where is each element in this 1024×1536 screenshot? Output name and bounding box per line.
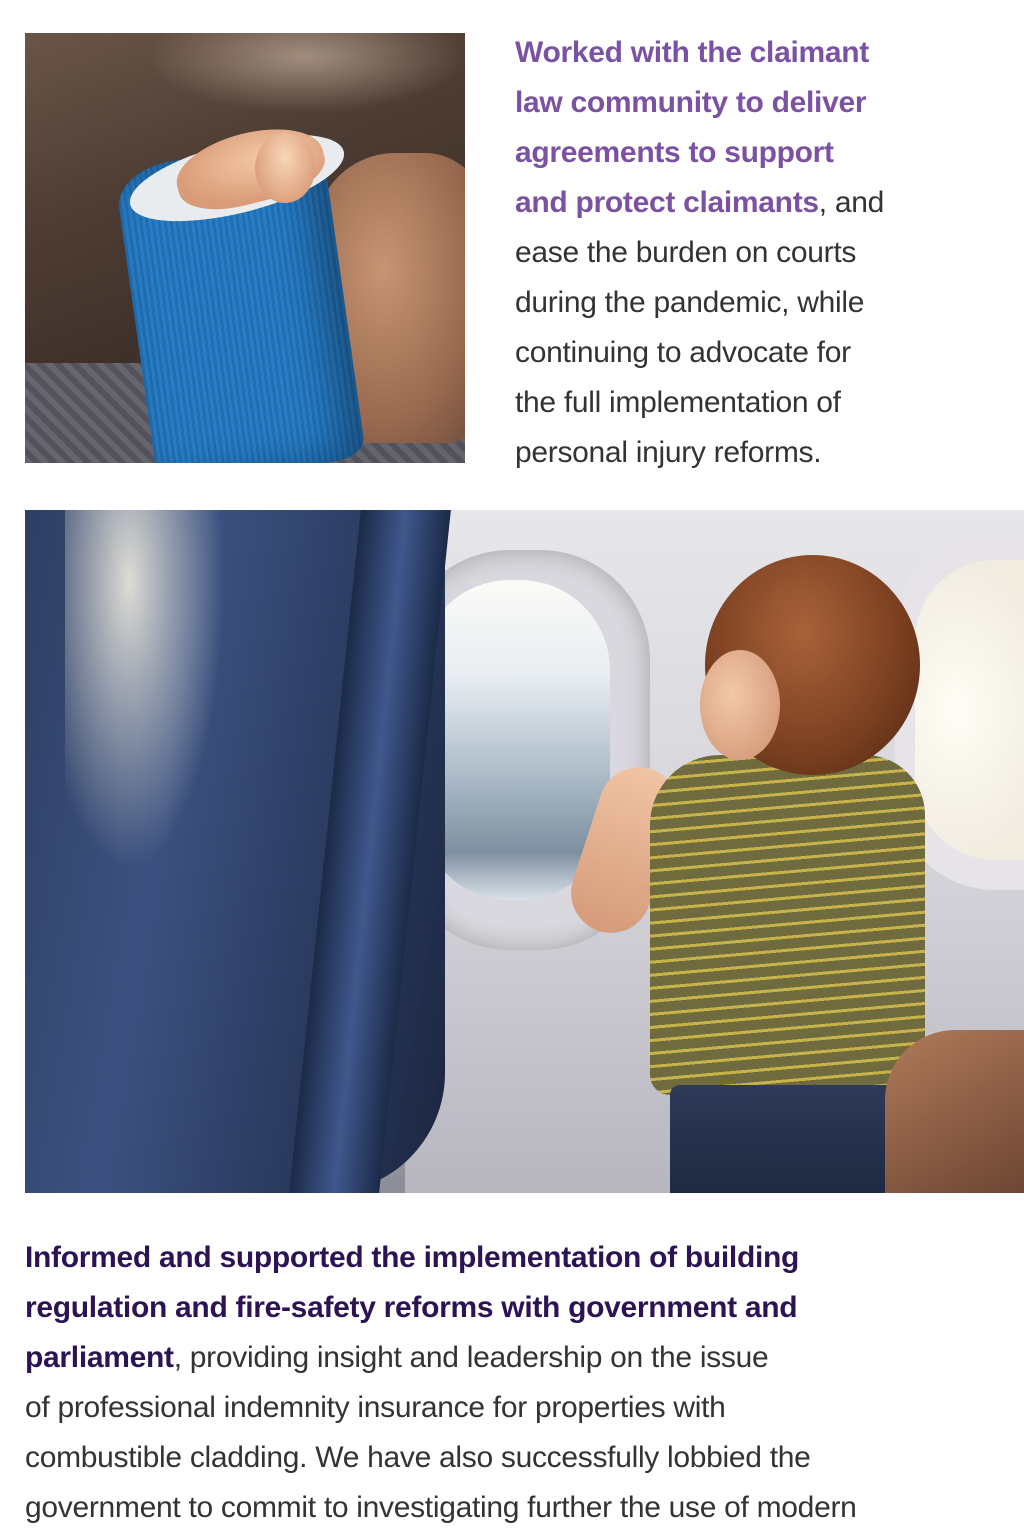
adult-arm: [885, 1030, 1024, 1193]
text-line: personal injury reforms.: [515, 436, 822, 469]
child-jeans: [670, 1085, 910, 1193]
seat-highlight: [65, 510, 225, 870]
text-line: , and: [818, 186, 885, 219]
text-line: during the pandemic, while: [515, 286, 865, 319]
second-window: [915, 560, 1024, 860]
claimant-highlight: [515, 36, 869, 219]
text-line: Worked with the claimant: [515, 36, 869, 69]
building-paragraph: [25, 1233, 1005, 1533]
text-line: agreements to support: [515, 136, 834, 169]
cast-foot-photo: [25, 33, 465, 463]
text-line: parliament: [25, 1341, 174, 1374]
text-line: and protect claimants: [515, 186, 819, 219]
text-line: the full implementation of: [515, 386, 841, 419]
text-line: combustible cladding. We have also successfully lobbied the: [25, 1441, 811, 1474]
background-light: [145, 33, 465, 113]
child-face: [700, 650, 780, 760]
text-line: law community to deliver: [515, 86, 867, 119]
text-line: of professional indemnity insurance for properties with: [25, 1391, 726, 1424]
text-line: ease the burden on courts: [515, 236, 857, 269]
text-line: government to commit to investigating further the use of modern: [25, 1491, 857, 1524]
text-line: , providing insight and leadership on the issue: [173, 1341, 769, 1374]
text-line: regulation and fire-safety reforms with government and: [25, 1291, 798, 1324]
big-toe: [255, 133, 315, 203]
text-line: continuing to advocate for: [515, 336, 851, 369]
child-airplane-photo: [25, 510, 1024, 1193]
claimant-paragraph: [515, 28, 995, 478]
text-line: Informed and supported the implementation of building: [25, 1241, 800, 1274]
child-striped-shirt: [650, 755, 925, 1095]
